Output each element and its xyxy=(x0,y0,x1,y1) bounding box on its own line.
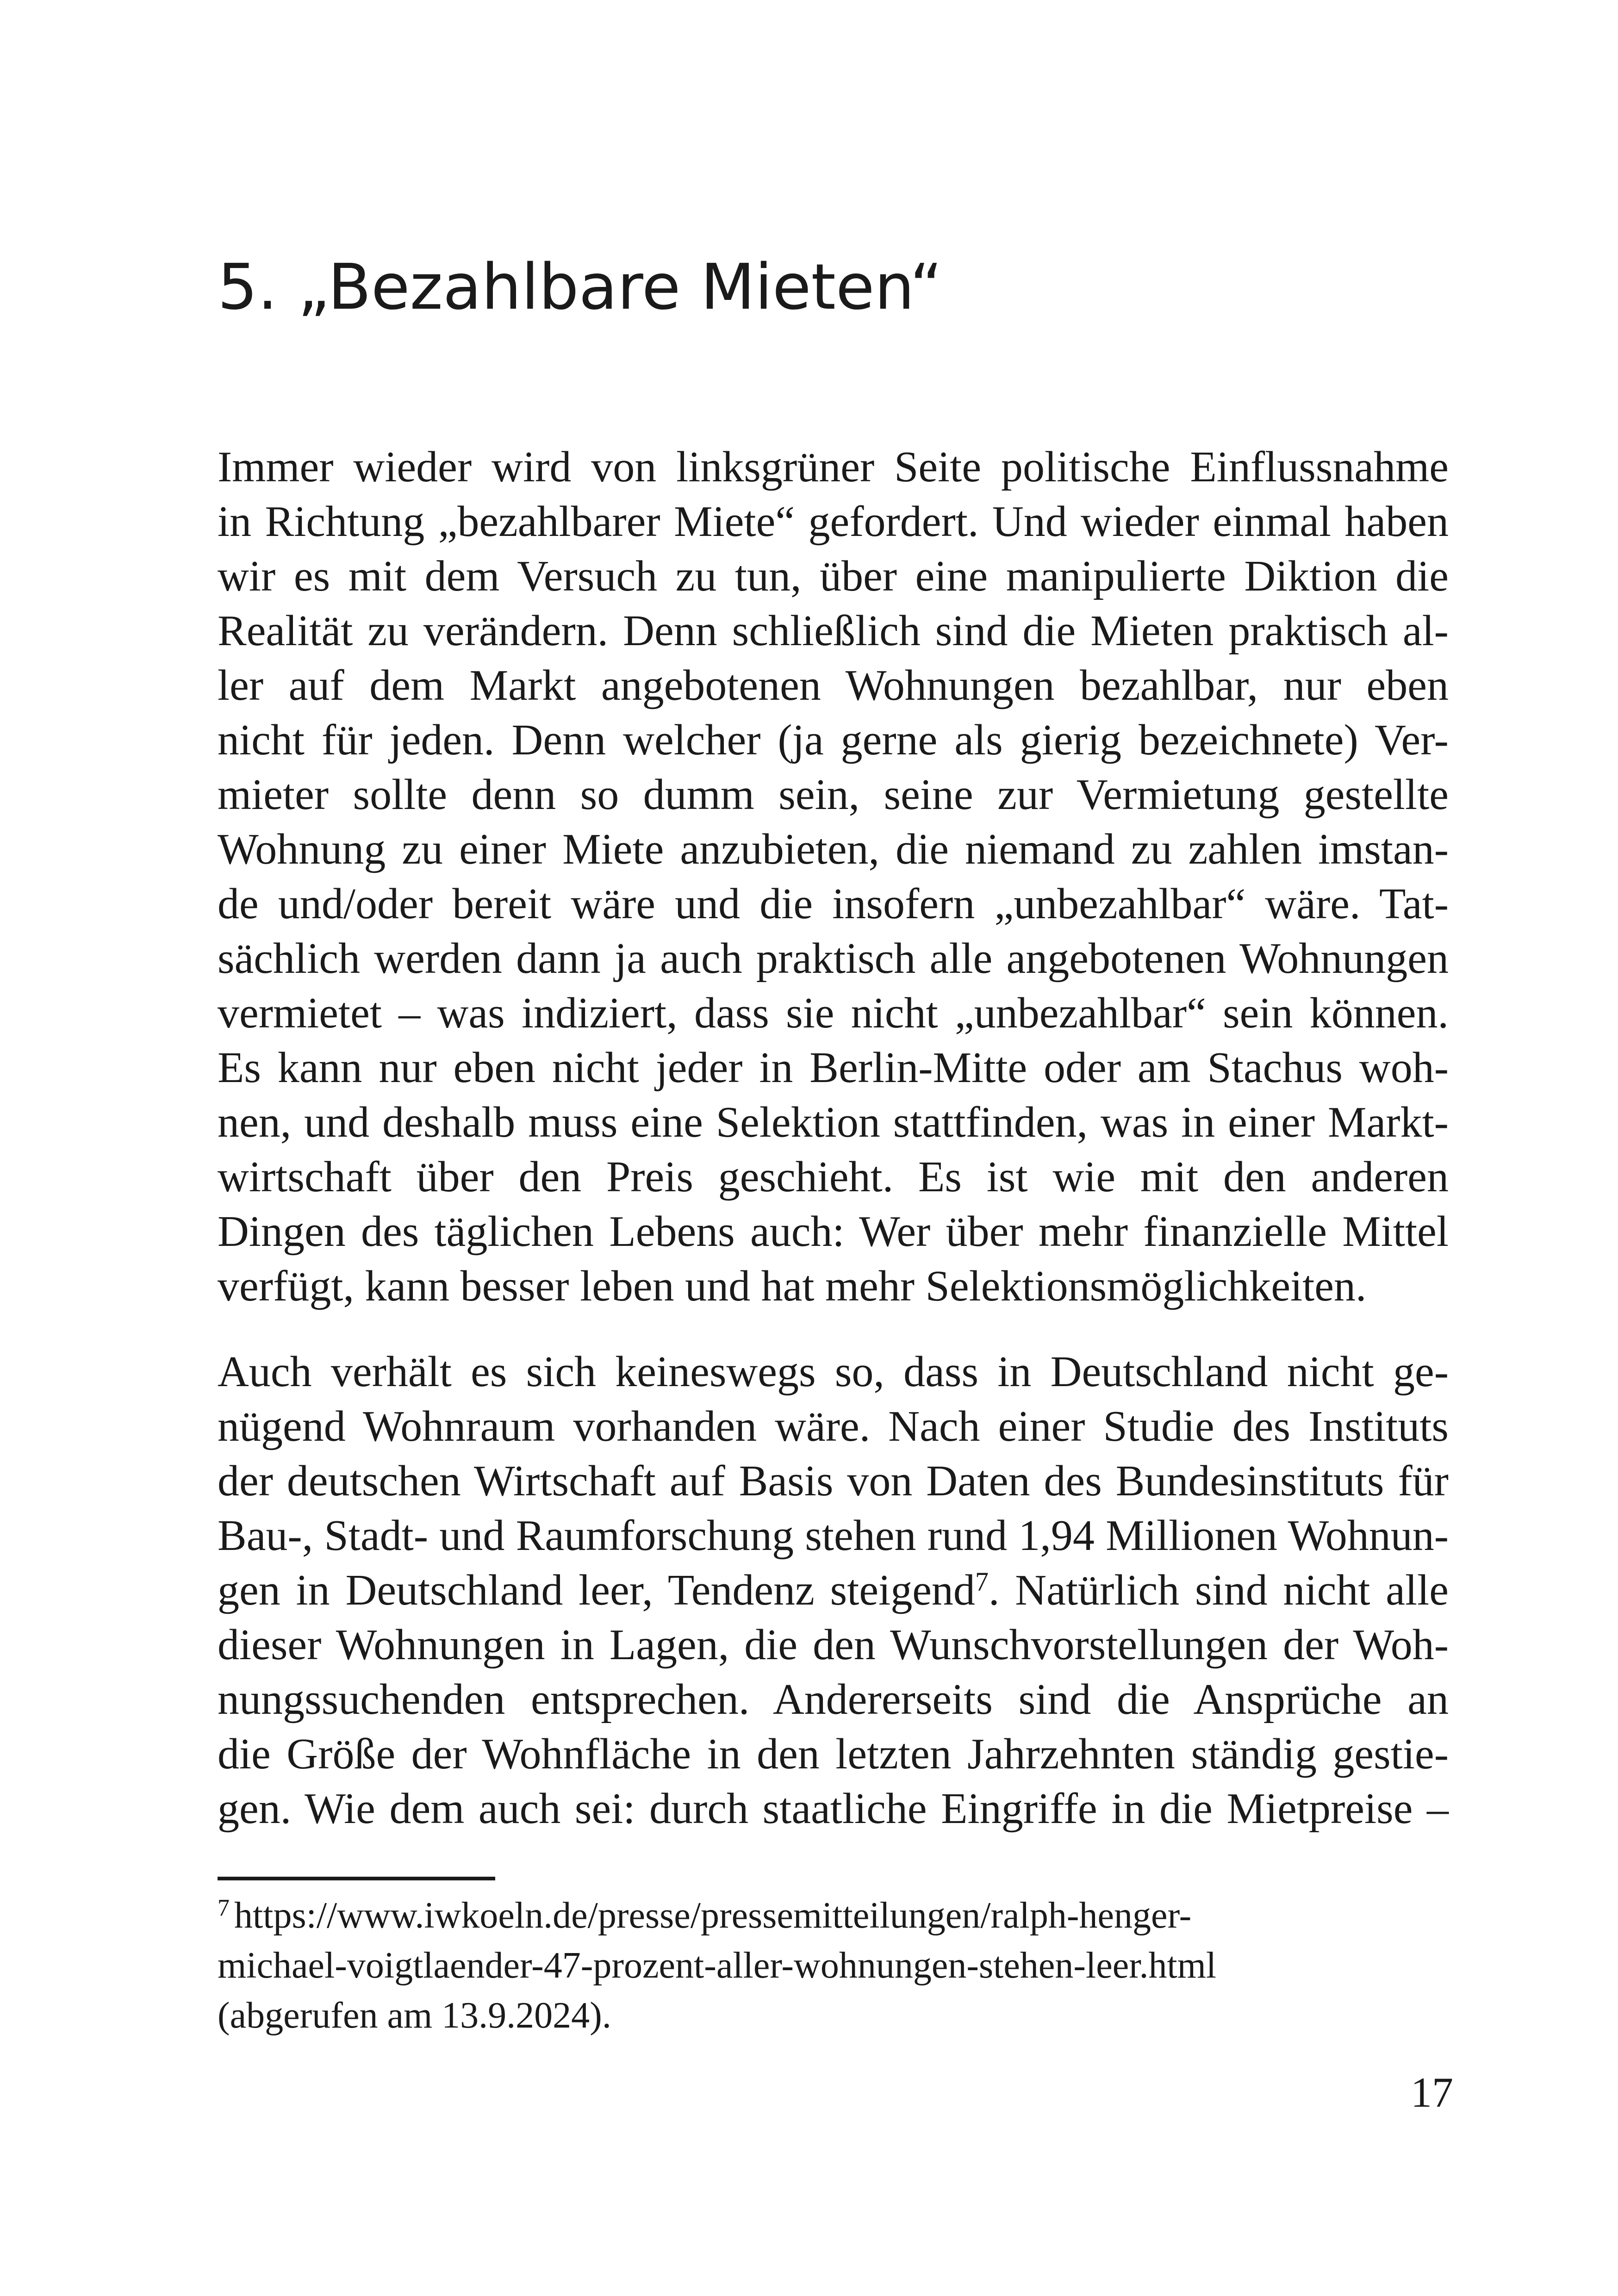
footnote-url-part[interactable]: https://www.iwkoeln.de/presse/pressemitteilungen/ralph-henger- xyxy=(234,1895,1192,1936)
footnote xyxy=(218,1891,1449,2041)
footnote-mark: 7 xyxy=(218,1895,230,1921)
text-line: in Richtung „bezahlbarer Miete“ gefordert. Und wieder einmal haben xyxy=(218,498,1449,546)
text-line: nungssuchenden entsprechen. Andererseits sind die Ansprüche an xyxy=(218,1675,1449,1724)
text-line: Realität zu verändern. Denn schließlich sind die Mieten praktisch al- xyxy=(218,607,1449,655)
text-line-with-footnote xyxy=(218,1563,1449,1618)
text-line: nicht für jeden. Denn welcher (ja gerne als gierig bezeichnete) Ver- xyxy=(218,716,1449,764)
text-line: de und/oder bereit wäre und die insofern „unbezahlbar“ wäre. Tat- xyxy=(218,880,1449,928)
text-line: Immer wieder wird von linksgrüner Seite politische Einflussnahme xyxy=(218,443,1449,491)
text-line: gen. Wie dem auch sei: durch staatliche Eingriffe in die Mietpreise – xyxy=(218,1785,1449,1833)
text-line: nügend Wohnraum vorhanden wäre. Nach einer Studie des Instituts xyxy=(218,1402,1449,1450)
footnote-line xyxy=(218,1891,1449,1941)
text-line: die Größe der Wohnfläche in den letzten Jahrzehnten ständig gestie- xyxy=(218,1730,1449,1778)
paragraph-1 xyxy=(218,440,1449,1313)
footnote-divider xyxy=(218,1877,495,1880)
text-line: verfügt, kann besser leben und hat mehr Selektionsmöglichkeiten. xyxy=(218,1262,1367,1310)
page-number: 17 xyxy=(1411,2069,1453,2116)
text-line: Es kann nur eben nicht jeder in Berlin-Mitte oder am Stachus woh- xyxy=(218,1044,1449,1092)
text-line: der deutschen Wirtschaft auf Basis von Daten des Bundesinstituts für xyxy=(218,1457,1449,1505)
text-line: ler auf dem Markt angebotenen Wohnungen bezahlbar, nur eben xyxy=(218,661,1449,709)
footnote-line: (abgerufen am 13.9.2024). xyxy=(218,1995,611,2036)
paragraph-2 xyxy=(218,1344,1449,1836)
text-line: Auch verhält es sich keineswegs so, dass in Deutschland nicht ge- xyxy=(218,1348,1449,1396)
text-segment: gen in Deutschland leer, Tendenz steigend xyxy=(218,1566,975,1614)
text-line: sächlich werden dann ja auch praktisch alle angebotenen Wohnungen xyxy=(218,934,1449,983)
text-segment: . Natürlich sind nicht alle xyxy=(988,1566,1449,1614)
text-line: nen, und deshalb muss eine Selektion stattfinden, was in einer Markt- xyxy=(218,1098,1449,1146)
footnote-reference[interactable]: 7 xyxy=(975,1567,989,1597)
text-line: mieter sollte denn so dumm sein, seine zur Vermietung gestellte xyxy=(218,771,1449,819)
chapter-heading: 5. „Bezahlbare Mieten“ xyxy=(218,251,943,324)
text-line: Wohnung zu einer Miete anzubieten, die niemand zu zahlen imstan- xyxy=(218,825,1449,873)
text-line: dieser Wohnungen in Lagen, die den Wunschvorstellungen der Woh- xyxy=(218,1621,1449,1669)
text-line: Dingen des täglichen Lebens auch: Wer über mehr finanzielle Mittel xyxy=(218,1207,1449,1256)
text-line: wir es mit dem Versuch zu tun, über eine manipulierte Diktion die xyxy=(218,552,1449,600)
text-line: wirtschaft über den Preis geschieht. Es ist wie mit den anderen xyxy=(218,1153,1449,1201)
text-line: Bau-, Stadt- und Raumforschung stehen rund 1,94 Millionen Wohnun- xyxy=(218,1512,1449,1560)
text-line: vermietet – was indiziert, dass sie nicht „unbezahlbar“ sein können. xyxy=(218,989,1449,1037)
footnote-line[interactable]: michael-voigtlaender-47-prozent-aller-wohnungen-stehen-leer.html xyxy=(218,1945,1217,1986)
